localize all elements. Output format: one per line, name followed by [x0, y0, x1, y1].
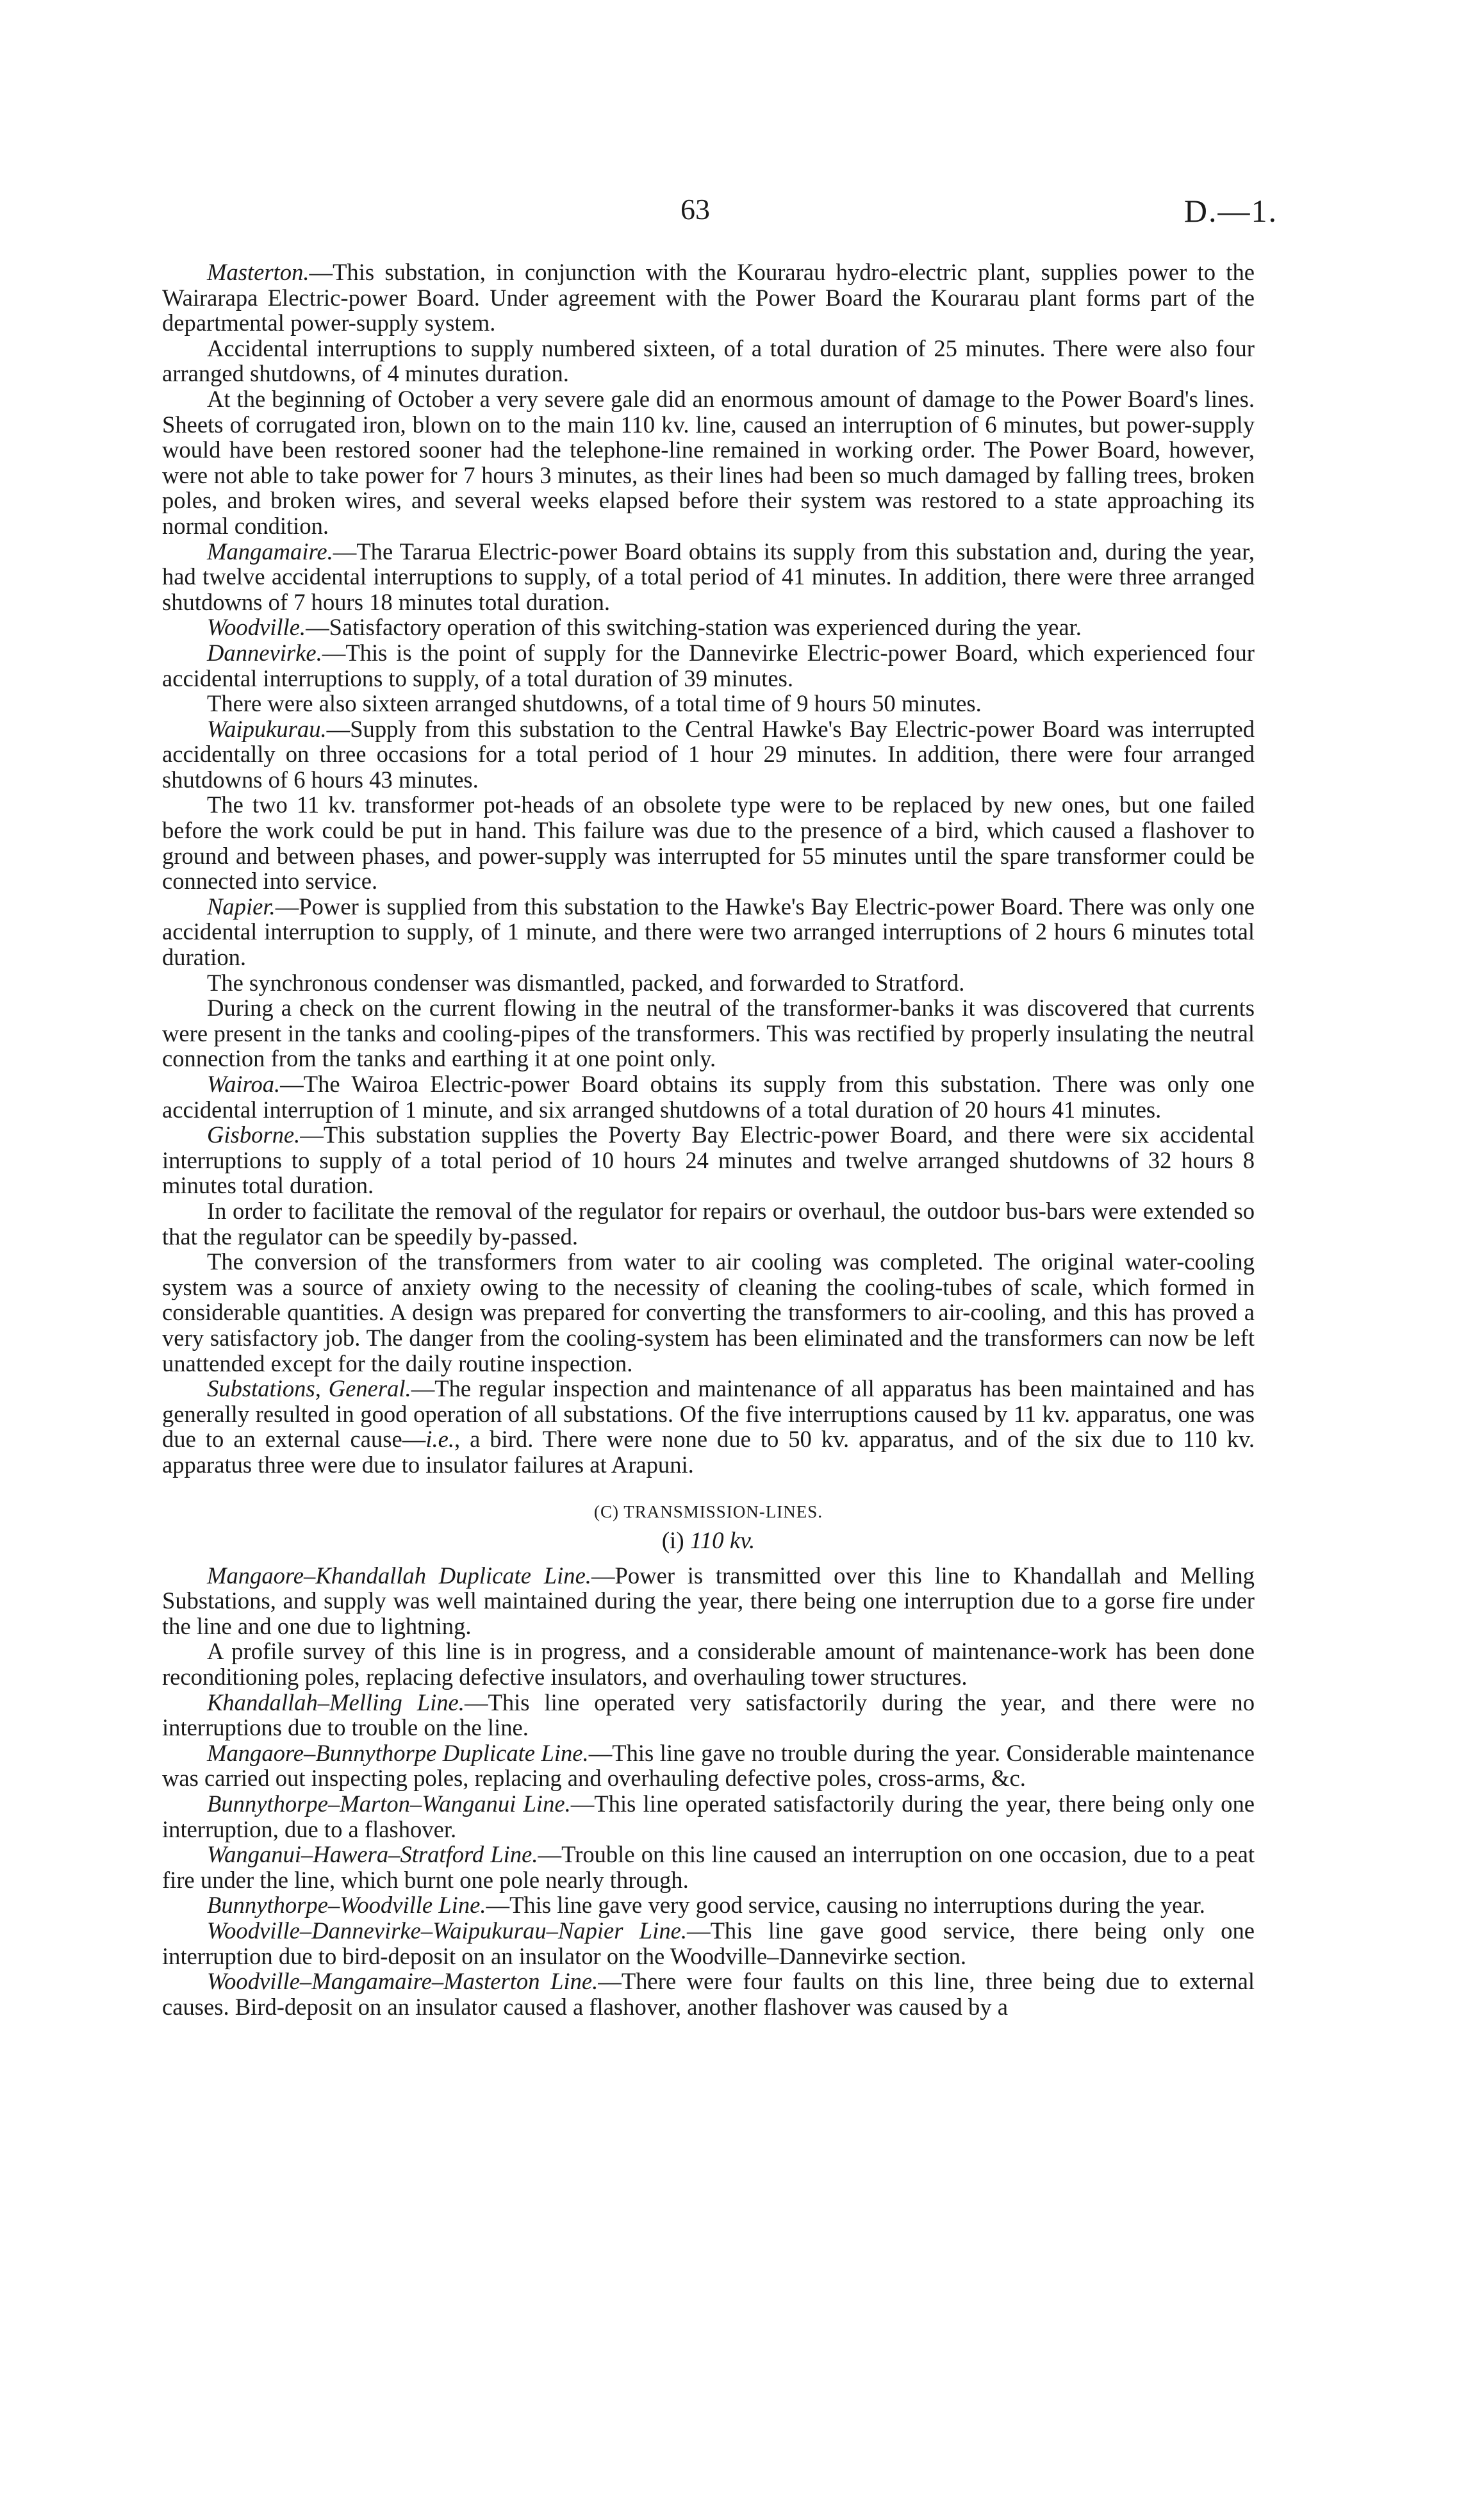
paragraph-text: —The Tararua Electric-power Board obtains its supply from this substation and, during the year, had twelve accidental interruptions to supply, of a total period of 41 minutes. In addition, there were three arranged shutdowns of 7 hours 18 minutes total duration. [162, 538, 1255, 615]
paragraph-title: Bunnythorpe–Woodville Line. [207, 1892, 486, 1919]
paragraph-title: Mangaore–Khandallah Duplicate Line. [207, 1562, 591, 1589]
paragraph-text: —This line operated satisfactorily during the year, there being only one interruption, due to a flashover. [162, 1790, 1255, 1842]
paragraph-title: Wairoa. [207, 1071, 281, 1097]
paragraph [162, 691, 1255, 716]
paragraph-wairoa [162, 1071, 1255, 1122]
paragraph-emphasis: i.e. [425, 1426, 454, 1453]
paragraph-title: Gisborne. [207, 1121, 301, 1148]
paragraph-text: —The Wairoa Electric-power Board obtains its supply from this substation. There was only one accidental interruption of 1 minute, and six arranged shutdowns of a total duration of 20 hours 41 minutes. [162, 1071, 1255, 1123]
paragraph-text: —This line gave no trouble during the year. Considerable maintenance was carried out inspecting poles, replacing and overhauling defective poles, cross-arms, &c. [162, 1739, 1255, 1792]
paragraph-text: —This line gave good service, there being only one interruption due to bird-deposit on an insulator on the Woodville–Dannevirke section. [162, 1917, 1255, 1969]
paragraph [162, 386, 1255, 539]
paragraph-woodville-napier [162, 1918, 1255, 1969]
paragraph-text: During a check on the current flowing in the neutral of the transformer-banks it was discovered that currents were present in the tanks and cooling-pipes of the transformers. This was rectified by properly insulating the neutral connection from the tanks and earthing it at one point only. [162, 995, 1255, 1072]
paragraph-gisborne [162, 1122, 1255, 1198]
paragraph-title: Mangaore–Bunnythorpe Duplicate Line. [207, 1739, 589, 1766]
paragraph-text: The synchronous condenser was dismantled, packed, and forwarded to Stratford. [207, 969, 965, 996]
paragraph-text: —Power is supplied from this substation to the Hawke's Bay Electric-power Board. There was only one accidental interruption to supply, of 1 minute, and there were two arranged interruptions of 2 hours 6 minutes total duration. [162, 893, 1255, 971]
paragraph-title: Woodville–Mangamaire–Masterton Line. [207, 1968, 598, 1995]
paragraph [162, 995, 1255, 1071]
paragraph-title: Khandallah–Melling Line. [207, 1689, 465, 1715]
paragraph-title: Masterton. [207, 259, 309, 285]
paragraph-napier [162, 894, 1255, 970]
subsection-heading [162, 1528, 1255, 1554]
paragraph-waipukurau [162, 716, 1255, 793]
paragraph-text: —This line operated very satisfactorily during the year, and there were no interruptions due to trouble on the line. [162, 1689, 1255, 1741]
paragraph-title: Substations, General. [207, 1375, 411, 1402]
paragraph-woodville [162, 615, 1255, 640]
document-reference: D.—1. [1183, 193, 1278, 229]
paragraph-text: —Satisfactory operation of this switching-station was experienced during the year. [306, 614, 1082, 641]
paragraph-text: —This substation, in conjunction with the Kourarau hydro-electric plant, supplies power to the Wairarapa Electric-power Board. Under agreement with the Power Board the Kourarau plant forms part of the departmental power-supply system. [162, 259, 1255, 336]
paragraph-title: Wanganui–Hawera–Stratford Line. [207, 1841, 538, 1868]
paragraph [162, 1198, 1255, 1249]
paragraph-title: Woodville. [207, 614, 306, 641]
paragraph [162, 970, 1255, 996]
paragraph-title: Mangamaire. [207, 538, 333, 565]
paragraph-text: In order to facilitate the removal of the regulator for repairs or overhaul, the outdoor bus-bars were extended so that the regulator can be speedily by-passed. [162, 1197, 1255, 1250]
paragraph-title: Dannevirke. [207, 639, 322, 666]
paragraph-text: —Power is transmitted over this line to Khandallah and Melling Substations, and supply was well maintained during the year, there being one interruption due to a gorse fire under the line and one due to lightning. [162, 1562, 1255, 1639]
paragraph-title: Woodville–Dannevirke–Waipukurau–Napier Line. [207, 1917, 687, 1944]
paragraph-text: A profile survey of this line is in progress, and a considerable amount of maintenance-work has been done reconditioning poles, replacing defective insulators, and overhauling tower structures. [162, 1638, 1255, 1691]
paragraph-wanganui-hawera-stratford [162, 1842, 1255, 1892]
paragraph-woodville-masterton [162, 1969, 1255, 2019]
subsection-number: (i) [661, 1528, 684, 1555]
paragraph-bunnythorpe-marton-wanganui [162, 1791, 1255, 1842]
paragraph-khandallah-melling [162, 1690, 1255, 1740]
paragraph-text: The conversion of the transformers from water to air cooling was completed. The original water-cooling system was a source of anxiety owing to the necessity of cleaning the cooling-tubes of scale, which formed in considerable quantities. A design was prepared for converting the transformers to air-cooling, and this has proved a very satisfactory job. The danger from the cooling-system has been eliminated and the transformers can now be left unattended except for the daily routine inspection. [162, 1248, 1255, 1377]
paragraph-title: Napier. [207, 893, 276, 920]
paragraph [162, 1639, 1255, 1689]
page-number: 63 [680, 193, 710, 226]
paragraph-substations-general [162, 1376, 1255, 1477]
paragraph [162, 336, 1255, 386]
paragraph-title: Bunnythorpe–Marton–Wanganui Line. [207, 1790, 571, 1817]
paragraph-text: —Supply from this substation to the Central Hawke's Bay Electric-power Board was interrupted accidentally on three occasions for a total period of 1 hour 29 minutes. In addition, there were four arranged shutdowns of 6 hours 43 minutes. [162, 715, 1255, 793]
paragraph-text: —Trouble on this line caused an interruption on one occasion, due to a peat fire under the line, which burnt one pole nearly through. [162, 1841, 1255, 1893]
paragraph-text: , a bird. There were none due to 50 kv. apparatus, and of the six due to 110 kv. apparatus three were due to insulator failures at Arapuni. [162, 1426, 1255, 1478]
paragraph-mangaore-khandallah [162, 1563, 1255, 1639]
paragraph-text: The two 11 kv. transformer pot-heads of an obsolete type were to be replaced by new ones, but one failed before the work could be put in hand. This failure was due to the presence of a bird, which caused a flashover to ground and between phases, and power-supply was interrupted for 55 minutes until the spare transformer could be connected into service. [162, 791, 1255, 895]
paragraph-text: —This line gave very good service, causing no interruptions during the year. [486, 1892, 1205, 1919]
paragraph-text: There were also sixteen arranged shutdowns, of a total time of 9 hours 50 minutes. [207, 690, 982, 717]
paragraph-dannevirke [162, 640, 1255, 691]
paragraph-text: —The regular inspection and maintenance of all apparatus has been maintained and has generally resulted in good operation of all substations. Of the five interruptions caused by 11 kv. apparatus, one was due to an external cause— [162, 1375, 1255, 1453]
paragraph-text: —There were four faults on this line, three being due to external causes. Bird-deposit on an insulator caused a flashover, another flashover was caused by a [162, 1968, 1255, 2020]
subsection-title: 110 kv. [689, 1528, 755, 1555]
paragraph-title: Waipukurau. [207, 715, 327, 742]
paragraph-text: At the beginning of October a very severe gale did an enormous amount of damage to the Power Board's lines. Sheets of corrugated iron, blown on to the main 110 kv. line, caused an interruption of 6 minutes, but power-supply would have been restored sooner had the telephone-line remained in working order. The Power Board, however, were not able to take power for 7 hours 3 minutes, as their lines had been so much damaged by falling trees, broken poles, and broken wires, and several weeks elapsed before their system was restored to a state approaching its normal condition. [162, 385, 1255, 539]
paragraph-mangamaire [162, 539, 1255, 615]
paragraph-text: —This substation supplies the Poverty Bay Electric-power Board, and there were six accidental interruptions to supply of a total period of 10 hours 24 minutes and twelve arranged shutdowns of 32 hours 8 minutes total duration. [162, 1121, 1255, 1199]
paragraph-bunnythorpe-woodville [162, 1892, 1255, 1918]
section-heading: (C) TRANSMISSION-LINES. [593, 1501, 823, 1521]
page-header [0, 192, 1484, 244]
paragraph-text: Accidental interruptions to supply numbered sixteen, of a total duration of 25 minutes. There were also four arranged shutdowns, of 4 minutes duration. [162, 335, 1255, 387]
paragraph [162, 792, 1255, 893]
paragraph-text: —This is the point of supply for the Dannevirke Electric-power Board, which experienced four accidental interruptions to supply, of a total duration of 39 minutes. [162, 639, 1255, 691]
paragraph-masterton [162, 260, 1255, 336]
paragraph [162, 1249, 1255, 1376]
document-body [162, 260, 1255, 2019]
paragraph-mangaore-bunnythorpe [162, 1740, 1255, 1791]
